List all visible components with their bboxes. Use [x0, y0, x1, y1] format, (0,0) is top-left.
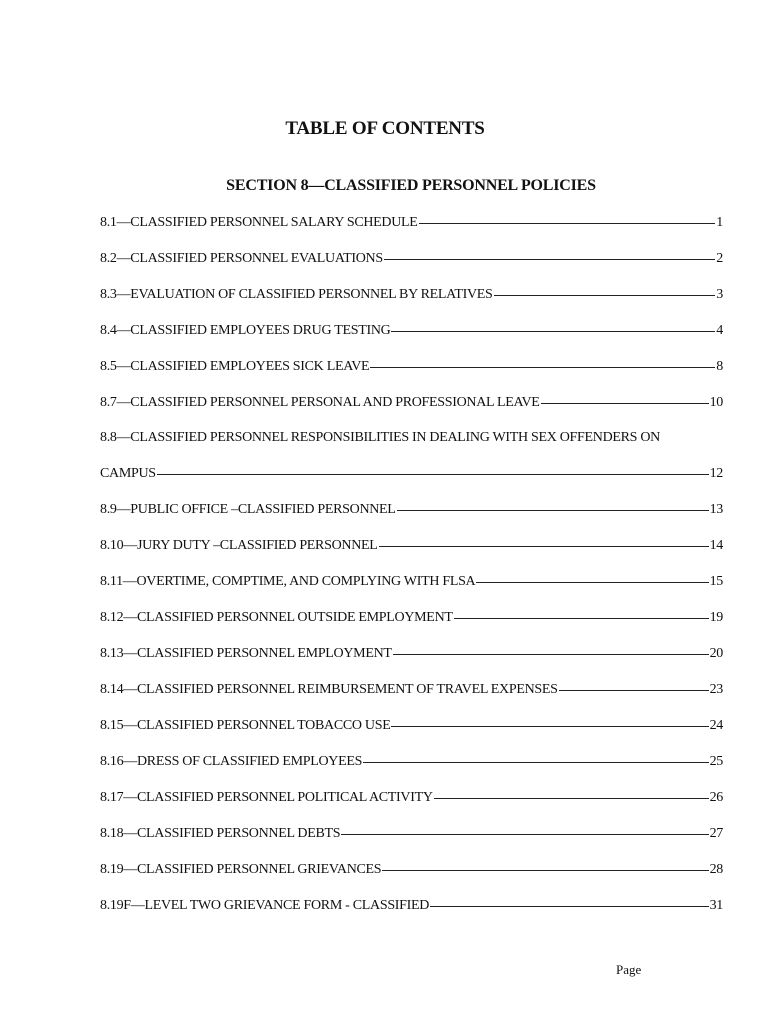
toc-entry-title: 8.9—PUBLIC OFFICE –CLASSIFIED PERSONNEL [100, 502, 396, 517]
toc-entry-title: 8.12—CLASSIFIED PERSONNEL OUTSIDE EMPLOYMENT [100, 610, 453, 625]
page-title: TABLE OF CONTENTS [285, 118, 485, 139]
section-heading: SECTION 8—CLASSIFIED PERSONNEL POLICIES [226, 177, 596, 194]
toc-page-number: 27 [709, 826, 723, 841]
toc-entry-8-3[interactable] [100, 286, 723, 322]
toc-page-number: 12 [709, 466, 723, 481]
toc-leader [157, 474, 709, 475]
toc-leader [379, 546, 709, 547]
toc-entry-8-17[interactable] [100, 789, 723, 825]
toc-entry-title: 8.11—OVERTIME, COMPTIME, AND COMPLYING WITH FLSA [100, 574, 476, 589]
toc-entry-8-2[interactable] [100, 250, 723, 286]
table-of-contents [100, 214, 723, 933]
toc-leader [434, 798, 709, 799]
toc-entry-title-line1: 8.8—CLASSIFIED PERSONNEL RESPONSIBILITIES IN DEALING WITH SEX OFFENDERS ON [100, 430, 660, 445]
footer-page-label: Page [616, 962, 642, 977]
toc-entry-title: 8.17—CLASSIFIED PERSONNEL POLITICAL ACTIVITY [100, 790, 433, 805]
toc-page-number: 20 [709, 646, 723, 661]
toc-page-number: 1 [716, 215, 723, 230]
toc-leader [393, 654, 709, 655]
toc-leader [541, 403, 709, 404]
toc-entry-8-8[interactable] [100, 430, 723, 501]
toc-entry-title: 8.5—CLASSIFIED EMPLOYEES SICK LEAVE [100, 359, 370, 374]
toc-entry-title: 8.19—CLASSIFIED PERSONNEL GRIEVANCES [100, 862, 382, 877]
toc-leader [382, 870, 708, 871]
toc-leader [397, 510, 709, 511]
toc-entry-8-10[interactable] [100, 537, 723, 573]
toc-leader [559, 690, 709, 691]
toc-leader [363, 762, 709, 763]
toc-entry-8-13[interactable] [100, 645, 723, 681]
toc-entry-8-14[interactable] [100, 681, 723, 717]
toc-page-number: 19 [709, 610, 723, 625]
toc-entry-8-19f[interactable] [100, 897, 723, 933]
toc-entry-title: 8.7—CLASSIFIED PERSONNEL PERSONAL AND PROFESSIONAL LEAVE [100, 395, 540, 410]
toc-leader [476, 582, 708, 583]
toc-page-number: 2 [716, 251, 723, 266]
toc-entry-title: 8.1—CLASSIFIED PERSONNEL SALARY SCHEDULE [100, 215, 418, 230]
toc-leader [391, 726, 708, 727]
toc-leader [430, 906, 709, 907]
toc-entry-8-5[interactable] [100, 358, 723, 394]
toc-entry-title: 8.14—CLASSIFIED PERSONNEL REIMBURSEMENT OF TRAVEL EXPENSES [100, 682, 558, 697]
toc-entry-8-16[interactable] [100, 753, 723, 789]
toc-page-number: 23 [709, 682, 723, 697]
toc-leader [454, 618, 709, 619]
toc-page-number: 13 [709, 502, 723, 517]
toc-entry-title: 8.19F—LEVEL TWO GRIEVANCE FORM - CLASSIFIED [100, 898, 430, 913]
toc-leader [391, 331, 715, 332]
toc-entry-8-19[interactable] [100, 861, 723, 897]
toc-entry-title: 8.16—DRESS OF CLASSIFIED EMPLOYEES [100, 754, 363, 769]
toc-page-number: 4 [716, 323, 723, 338]
toc-entry-title: 8.18—CLASSIFIED PERSONNEL DEBTS [100, 826, 341, 841]
toc-page-number: 25 [709, 754, 723, 769]
toc-entry-8-1[interactable] [100, 214, 723, 250]
toc-leader [494, 295, 716, 296]
toc-page-number: 14 [709, 538, 723, 553]
toc-leader [419, 223, 716, 224]
toc-entry-8-11[interactable] [100, 573, 723, 609]
toc-leader [370, 367, 715, 368]
toc-page-number: 10 [709, 395, 723, 410]
toc-entry-8-4[interactable] [100, 322, 723, 358]
toc-entry-8-18[interactable] [100, 825, 723, 861]
toc-entry-8-15[interactable] [100, 717, 723, 753]
toc-page-number: 31 [709, 898, 723, 913]
toc-leader [384, 259, 715, 260]
toc-page-number: 24 [709, 718, 723, 733]
toc-page-number: 28 [709, 862, 723, 877]
toc-leader [341, 834, 708, 835]
toc-page-number: 8 [716, 359, 723, 374]
toc-entry-title: 8.3—EVALUATION OF CLASSIFIED PERSONNEL BY RELATIVES [100, 287, 493, 302]
toc-entry-8-9[interactable] [100, 501, 723, 537]
toc-page-number: 15 [709, 574, 723, 589]
toc-entry-title: 8.4—CLASSIFIED EMPLOYEES DRUG TESTING [100, 323, 391, 338]
toc-entry-8-7[interactable] [100, 394, 723, 430]
toc-entry-title: 8.15—CLASSIFIED PERSONNEL TOBACCO USE [100, 718, 391, 733]
toc-entry-title: CAMPUS [100, 466, 156, 481]
toc-page-number: 3 [716, 287, 723, 302]
toc-entry-title: 8.13—CLASSIFIED PERSONNEL EMPLOYMENT [100, 646, 392, 661]
toc-entry-title: 8.2—CLASSIFIED PERSONNEL EVALUATIONS [100, 251, 383, 266]
toc-entry-8-12[interactable] [100, 609, 723, 645]
toc-page-number: 26 [709, 790, 723, 805]
toc-entry-title: 8.10—JURY DUTY –CLASSIFIED PERSONNEL [100, 538, 378, 553]
